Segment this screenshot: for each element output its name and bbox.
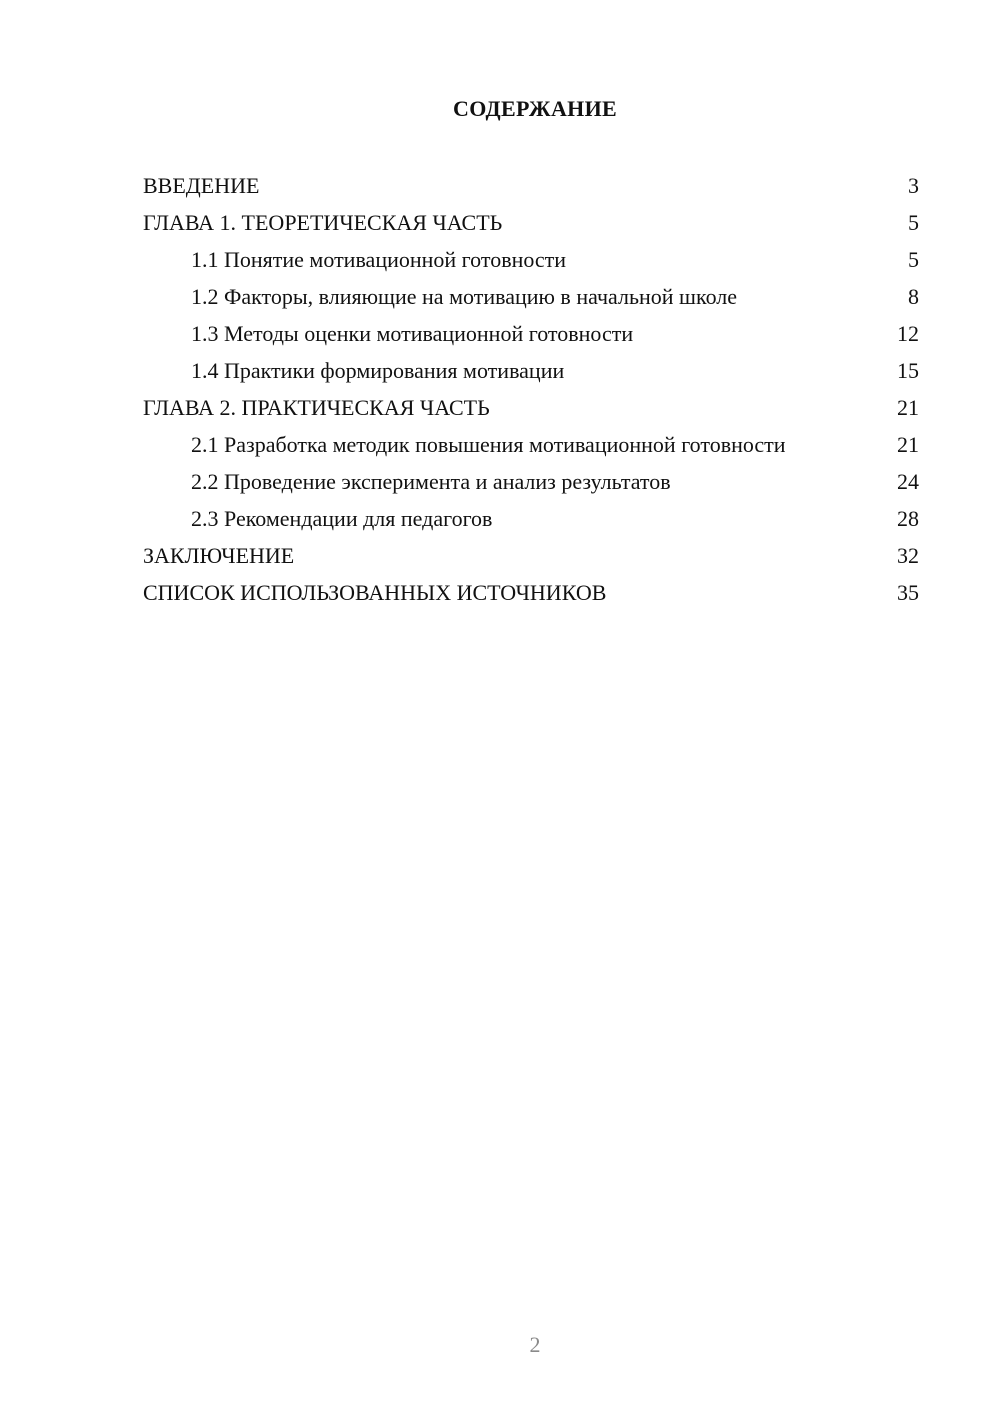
toc-entry[interactable] <box>143 427 919 464</box>
toc-entry-page: 35 <box>897 580 919 605</box>
toc-entry-title: СПИСОК ИСПОЛЬЗОВАННЫХ ИСТОЧНИКОВ <box>143 580 607 605</box>
toc-entry-page: 3 <box>908 173 919 198</box>
toc-entry-title: ГЛАВА 2. ПРАКТИЧЕСКАЯ ЧАСТЬ <box>143 395 490 420</box>
toc-entry-title: 1.3 Методы оценки мотивационной готовности <box>191 321 634 346</box>
toc-entry[interactable] <box>143 279 919 316</box>
toc-entry-title: 2.2 Проведение эксперимента и анализ результатов <box>191 469 671 494</box>
toc-entry[interactable] <box>143 538 919 575</box>
toc-entry[interactable] <box>143 464 919 501</box>
toc-entry[interactable] <box>143 390 919 427</box>
toc-entry-title: 1.2 Факторы, влияющие на мотивацию в начальной школе <box>191 284 738 309</box>
toc-entry[interactable] <box>143 353 919 390</box>
toc-entry[interactable] <box>143 501 919 538</box>
toc-entry-page: 24 <box>897 469 919 494</box>
page-title: СОДЕРЖАНИЕ <box>453 96 617 121</box>
toc-entry-page: 5 <box>908 247 919 272</box>
toc-entry-title: ВВЕДЕНИЕ <box>143 173 260 198</box>
toc-entry-page: 15 <box>897 358 919 383</box>
toc-entry[interactable] <box>143 205 919 242</box>
toc-entry-page: 5 <box>908 210 919 235</box>
toc-entry-title: 2.1 Разработка методик повышения мотивационной готовности <box>191 432 786 457</box>
toc-entry-page: 21 <box>897 395 919 420</box>
toc-entry-page: 8 <box>908 284 919 309</box>
toc-entry[interactable] <box>143 242 919 279</box>
toc-entry-title: 1.1 Понятие мотивационной готовности <box>191 247 567 272</box>
toc-entry[interactable] <box>143 575 919 612</box>
toc-entry-page: 12 <box>897 321 919 346</box>
toc-entry[interactable] <box>143 168 919 205</box>
toc-entry-page: 32 <box>897 543 919 568</box>
table-of-contents <box>143 168 919 612</box>
toc-entry-page: 21 <box>897 432 919 457</box>
toc-entry-title: 1.4 Практики формирования мотивации <box>191 358 565 383</box>
toc-entry-title: ЗАКЛЮЧЕНИЕ <box>143 543 295 568</box>
toc-entry[interactable] <box>143 316 919 353</box>
toc-entry-title: 2.3 Рекомендации для педагогов <box>191 506 493 531</box>
page-number: 2 <box>529 1332 541 1357</box>
toc-entry-title: ГЛАВА 1. ТЕОРЕТИЧЕСКАЯ ЧАСТЬ <box>143 210 503 235</box>
toc-entry-page: 28 <box>897 506 919 531</box>
